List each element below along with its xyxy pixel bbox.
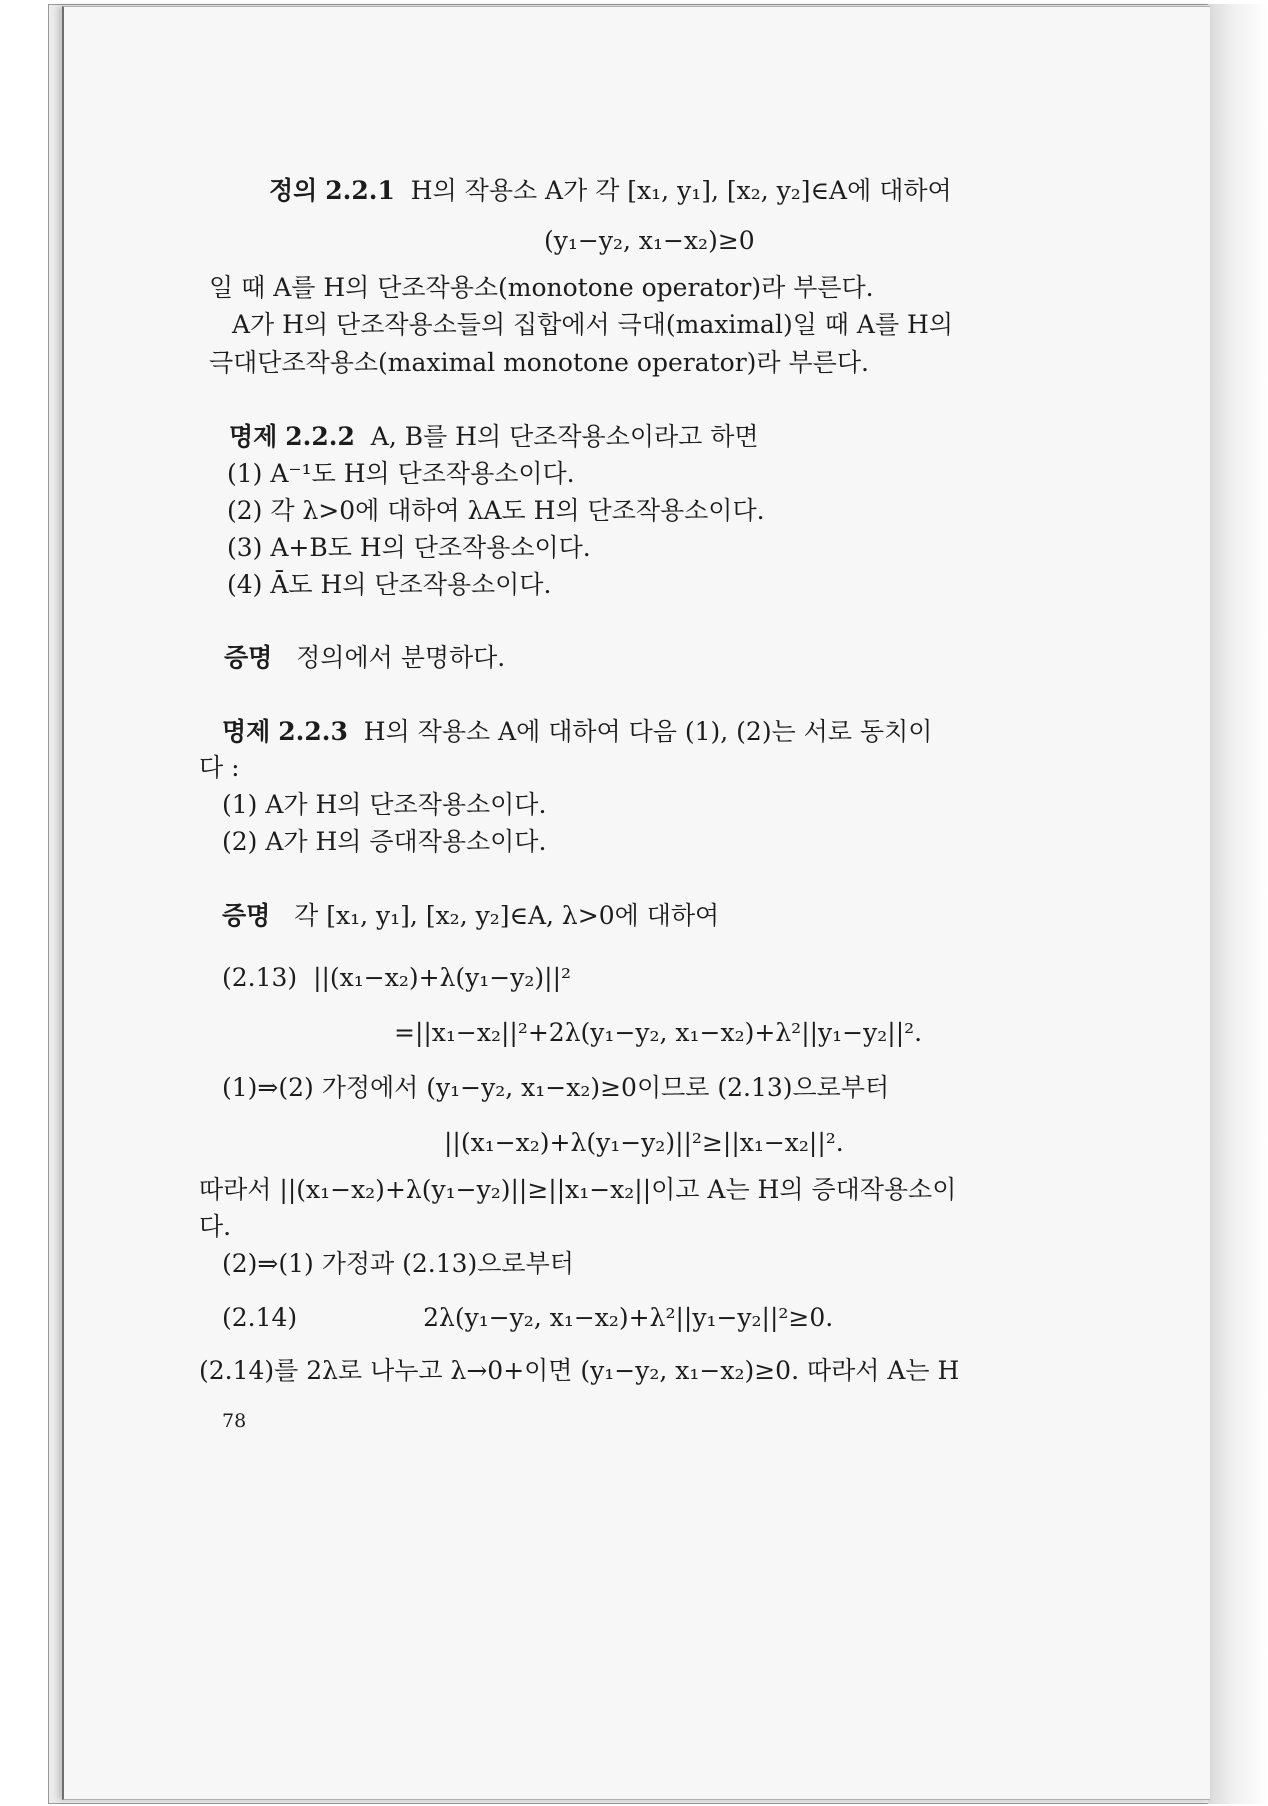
equation-2-14 <box>222 1302 833 1334</box>
equation-body: 2λ(y₁−y₂, x₁−x₂)+λ²||y₁−y₂||²≥0. <box>423 1303 834 1332</box>
definition-text-line2: 일 때 A를 H의 단조작용소(monotone operator)라 부른다. <box>209 273 874 302</box>
definition-text-line3: A가 H의 단조작용소들의 집합에서 극대(maximal)일 때 A를 H의 <box>232 310 954 339</box>
definition-formula: (y₁−y₂, x₁−x₂)≥0 <box>544 226 755 255</box>
definition-heading <box>269 175 952 207</box>
proposition-2-2-3-heading <box>222 716 932 748</box>
proof-text: 각 [x₁, y₁], [x₂, y₂]∈A, λ>0에 대하여 <box>294 901 720 930</box>
proposition-2-2-3-statement-cont: 다 : <box>199 753 240 782</box>
proof-2-2-2 <box>224 642 505 674</box>
definition-text-line4: 극대단조작용소(maximal monotone operator)라 부른다. <box>209 348 869 377</box>
proposition-number: 2.2.2 <box>285 422 355 451</box>
definition-number: 2.2.1 <box>325 176 395 205</box>
page-number: 78 <box>222 1410 247 1432</box>
proof-text: 정의에서 분명하다. <box>296 643 506 672</box>
proposition-2-2-2-heading <box>229 421 759 453</box>
equation-lhs: ||(x₁−x₂)+λ(y₁−y₂)||² <box>313 963 572 992</box>
proposition-label: 명제 <box>229 422 278 451</box>
proof-step-1-conclusion-cont: 다. <box>199 1212 232 1241</box>
proposition-2-2-2-item-1: (1) A⁻¹도 H의 단조작용소이다. <box>227 459 575 488</box>
proposition-statement: A, B를 H의 단조작용소이라고 하면 <box>370 422 759 451</box>
proof-2-2-3-intro <box>222 900 719 932</box>
page-right-shadow <box>1208 4 1268 1804</box>
proposition-2-2-3-item-1: (1) A가 H의 단조작용소이다. <box>222 790 547 819</box>
proof-step-2-conclusion: (2.14)를 2λ로 나누고 λ→0+이면 (y₁−y₂, x₁−x₂)≥0. 따라서 A는 H <box>199 1356 960 1385</box>
equation-2-13-line2: =||x₁−x₂||²+2λ(y₁−y₂, x₁−x₂)+λ²||y₁−y₂||². <box>394 1018 923 1047</box>
proof-step-1: (1)⇒(2) 가정에서 (y₁−y₂, x₁−x₂)≥0이므로 (2.13)으로부터 <box>222 1073 890 1102</box>
equation-tag: (2.14) <box>222 1303 298 1332</box>
equation-tag: (2.13) <box>222 963 298 992</box>
proof-step-1-formula: ||(x₁−x₂)+λ(y₁−y₂)||²≥||x₁−x₂||². <box>444 1128 844 1157</box>
proposition-2-2-2-item-2: (2) 각 λ>0에 대하여 λA도 H의 단조작용소이다. <box>227 496 765 525</box>
proposition-2-2-2-item-4: (4) Ā도 H의 단조작용소이다. <box>227 570 552 599</box>
proposition-2-2-3-item-2: (2) A가 H의 증대작용소이다. <box>222 827 547 856</box>
proposition-number: 2.2.3 <box>278 717 348 746</box>
definition-label: 정의 <box>269 176 318 205</box>
proof-label: 증명 <box>224 643 273 672</box>
proof-step-1-conclusion: 따라서 ||(x₁−x₂)+λ(y₁−y₂)||≥||x₁−x₂||이고 A는 H의 증대작용소이 <box>199 1175 957 1204</box>
equation-2-13-line1 <box>222 962 571 994</box>
proposition-label: 명제 <box>222 717 271 746</box>
definition-text-line1: H의 작용소 A가 각 [x₁, y₁], [x₂, y₂]∈A에 대하여 <box>410 176 952 205</box>
proof-step-2: (2)⇒(1) 가정과 (2.13)으로부터 <box>222 1249 574 1278</box>
proof-label: 증명 <box>222 901 271 930</box>
book-page <box>62 6 1210 1800</box>
proposition-statement: H의 작용소 A에 대하여 다음 (1), (2)는 서로 동치이 <box>363 717 933 746</box>
proposition-2-2-2-item-3: (3) A+B도 H의 단조작용소이다. <box>227 533 591 562</box>
